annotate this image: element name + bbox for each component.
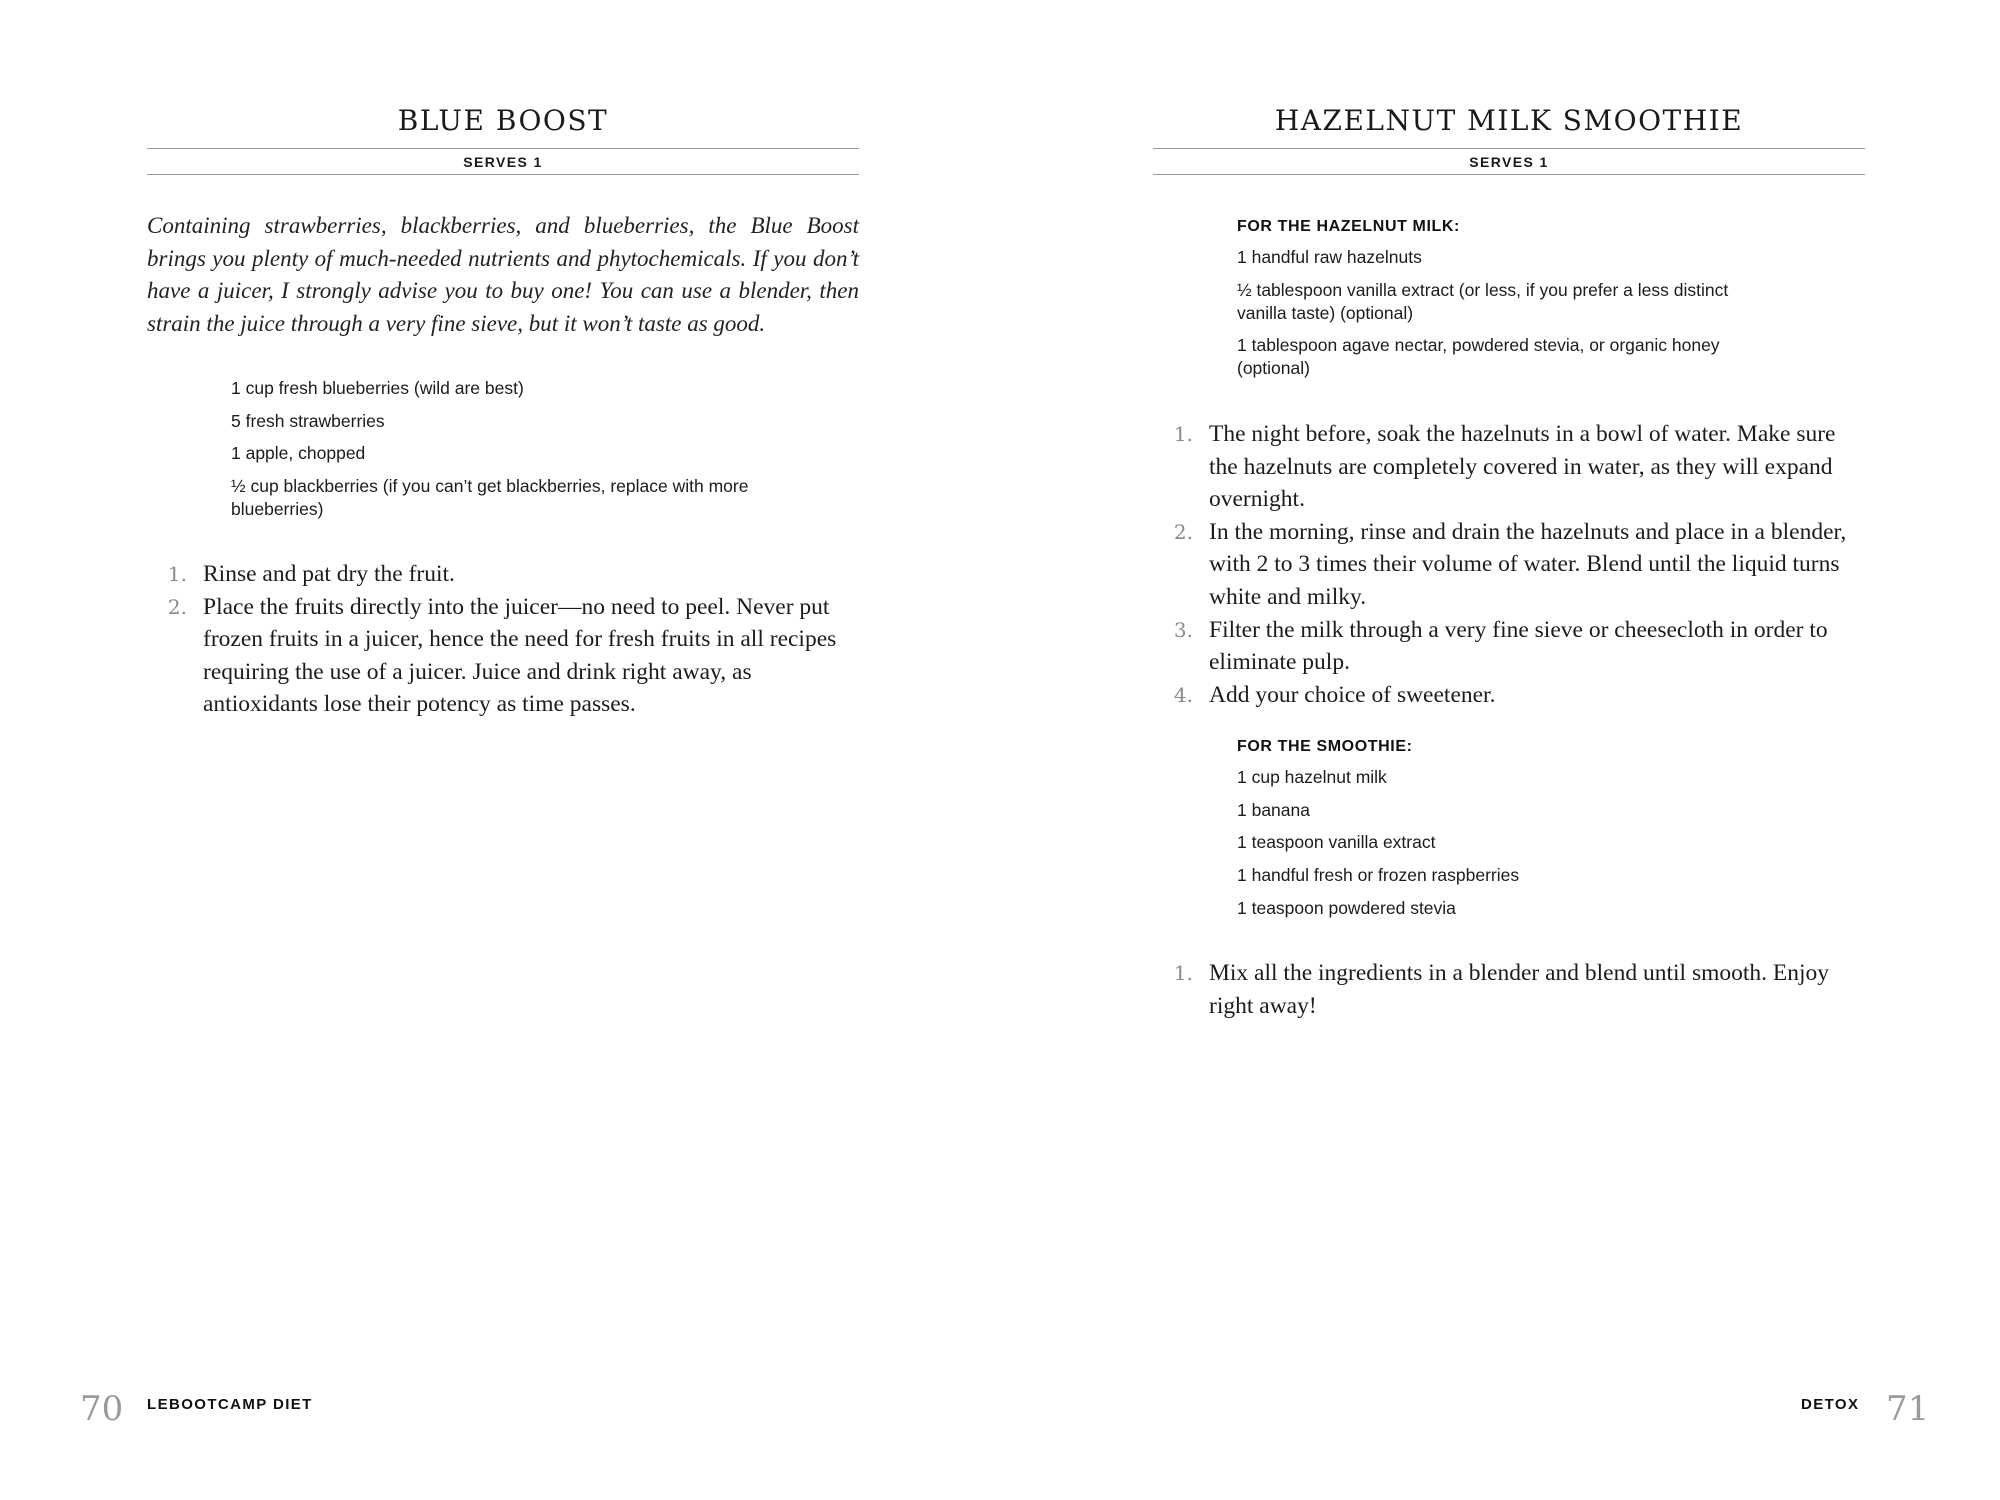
method-step	[147, 558, 859, 591]
running-head-right: DETOX	[1801, 1396, 1860, 1413]
title-rule-top	[1153, 148, 1865, 149]
ingredient-item: ½ cup blackberries (if you can’t get blackberries, replace with more blueberries)	[231, 476, 749, 520]
method-step	[1153, 418, 1865, 516]
ingredient-item: 1 tablespoon agave nectar, powdered stevia, or organic honey (optional)	[1237, 335, 1720, 379]
recipe-title-blue-boost: BLUE BOOST	[397, 104, 609, 137]
step-number: 1.	[1173, 422, 1193, 446]
page-number-right: 71	[1886, 1389, 1930, 1429]
right-page	[1153, 0, 1865, 1500]
smoothie-ingredients	[1237, 738, 1747, 929]
title-rule-top	[147, 148, 859, 149]
ingredient-item: ½ tablespoon vanilla extract (or less, if you prefer a less distinct vanilla taste) (optional)	[1237, 279, 1729, 323]
hazelnut-milk-ingredients	[1237, 218, 1747, 390]
recipe-title-hazelnut-smoothie: HAZELNUT MILK SMOOTHIE	[1274, 104, 1744, 137]
method-step	[1153, 679, 1865, 712]
method-step	[147, 591, 859, 721]
ingredient-item: 1 teaspoon powdered stevia	[1237, 897, 1456, 918]
step-text: Add your choice of sweetener.	[1209, 681, 1496, 708]
title-rule-bottom	[1153, 174, 1865, 175]
step-number: 1.	[1173, 961, 1193, 985]
step-text: Place the fruits directly into the juicer—no need to peel. Never put frozen fruits in a juicer, hence the need for fresh fruits in all recipes requiring the use of a juicer. Juice and drink right away, as antioxidants lose their potency as time passes.	[203, 593, 837, 718]
method-step	[1153, 614, 1865, 679]
step-number: 2.	[167, 594, 187, 619]
method-step	[1153, 957, 1865, 1022]
running-head-left: LEBOOTCAMP DIET	[147, 1396, 313, 1413]
method-step	[1153, 516, 1865, 614]
ingredient-item: 1 cup hazelnut milk	[1237, 767, 1387, 787]
recipe-intro: Containing strawberries, blackberries, and blueberries, the Blue Boost brings you plenty of much-needed nutrients and phytochemicals. If you don’t have a juicer, I strongly advise you to buy one! You can use a blender, then strain the juice through a very fine sieve, but it won’t taste as good.	[147, 213, 859, 336]
step-number: 4.	[1173, 682, 1193, 707]
ingredient-item: 5 fresh strawberries	[231, 410, 385, 431]
page-number-left: 70	[80, 1389, 124, 1429]
ingredient-item: 1 apple, chopped	[231, 443, 366, 464]
ingredient-item: 1 handful fresh or frozen raspberries	[1237, 865, 1520, 886]
title-rule-bottom	[147, 174, 859, 175]
left-page	[147, 0, 859, 1500]
method-steps	[147, 558, 859, 721]
serves-label: SERVES 1	[463, 154, 543, 170]
step-text: The night before, soak the hazelnuts in a bowl of water. Make sure the hazelnuts are completely covered in water, as they will expand overnight.	[1209, 421, 1836, 513]
ingredient-list	[231, 377, 751, 531]
serves-label: SERVES 1	[1469, 154, 1549, 170]
hazelnut-milk-steps	[1153, 418, 1865, 711]
ingredient-item: 1 handful raw hazelnuts	[1237, 247, 1422, 267]
step-text: Filter the milk through a very fine sieve or cheesecloth in order to eliminate pulp.	[1209, 616, 1828, 676]
ingredient-item: 1 cup fresh blueberries (wild are best)	[231, 378, 524, 398]
step-number: 1.	[167, 562, 187, 586]
smoothie-steps	[1153, 957, 1865, 1022]
step-text: In the morning, rinse and drain the hazelnuts and place in a blender, with 2 to 3 times their volume of water. Blend until the liquid turns white and milky.	[1209, 518, 1847, 610]
step-number: 2.	[1173, 519, 1193, 544]
step-number: 3.	[1173, 617, 1193, 642]
step-text: Mix all the ingredients in a blender and blend until smooth. Enjoy right away!	[1209, 960, 1830, 1019]
section-heading-smoothie: FOR THE SMOOTHIE:	[1237, 738, 1413, 755]
ingredient-item: 1 teaspoon vanilla extract	[1237, 832, 1436, 853]
ingredient-item: 1 banana	[1237, 799, 1310, 820]
section-heading-hazelnut-milk: FOR THE HAZELNUT MILK:	[1237, 218, 1460, 235]
step-text: Rinse and pat dry the fruit.	[203, 561, 455, 587]
